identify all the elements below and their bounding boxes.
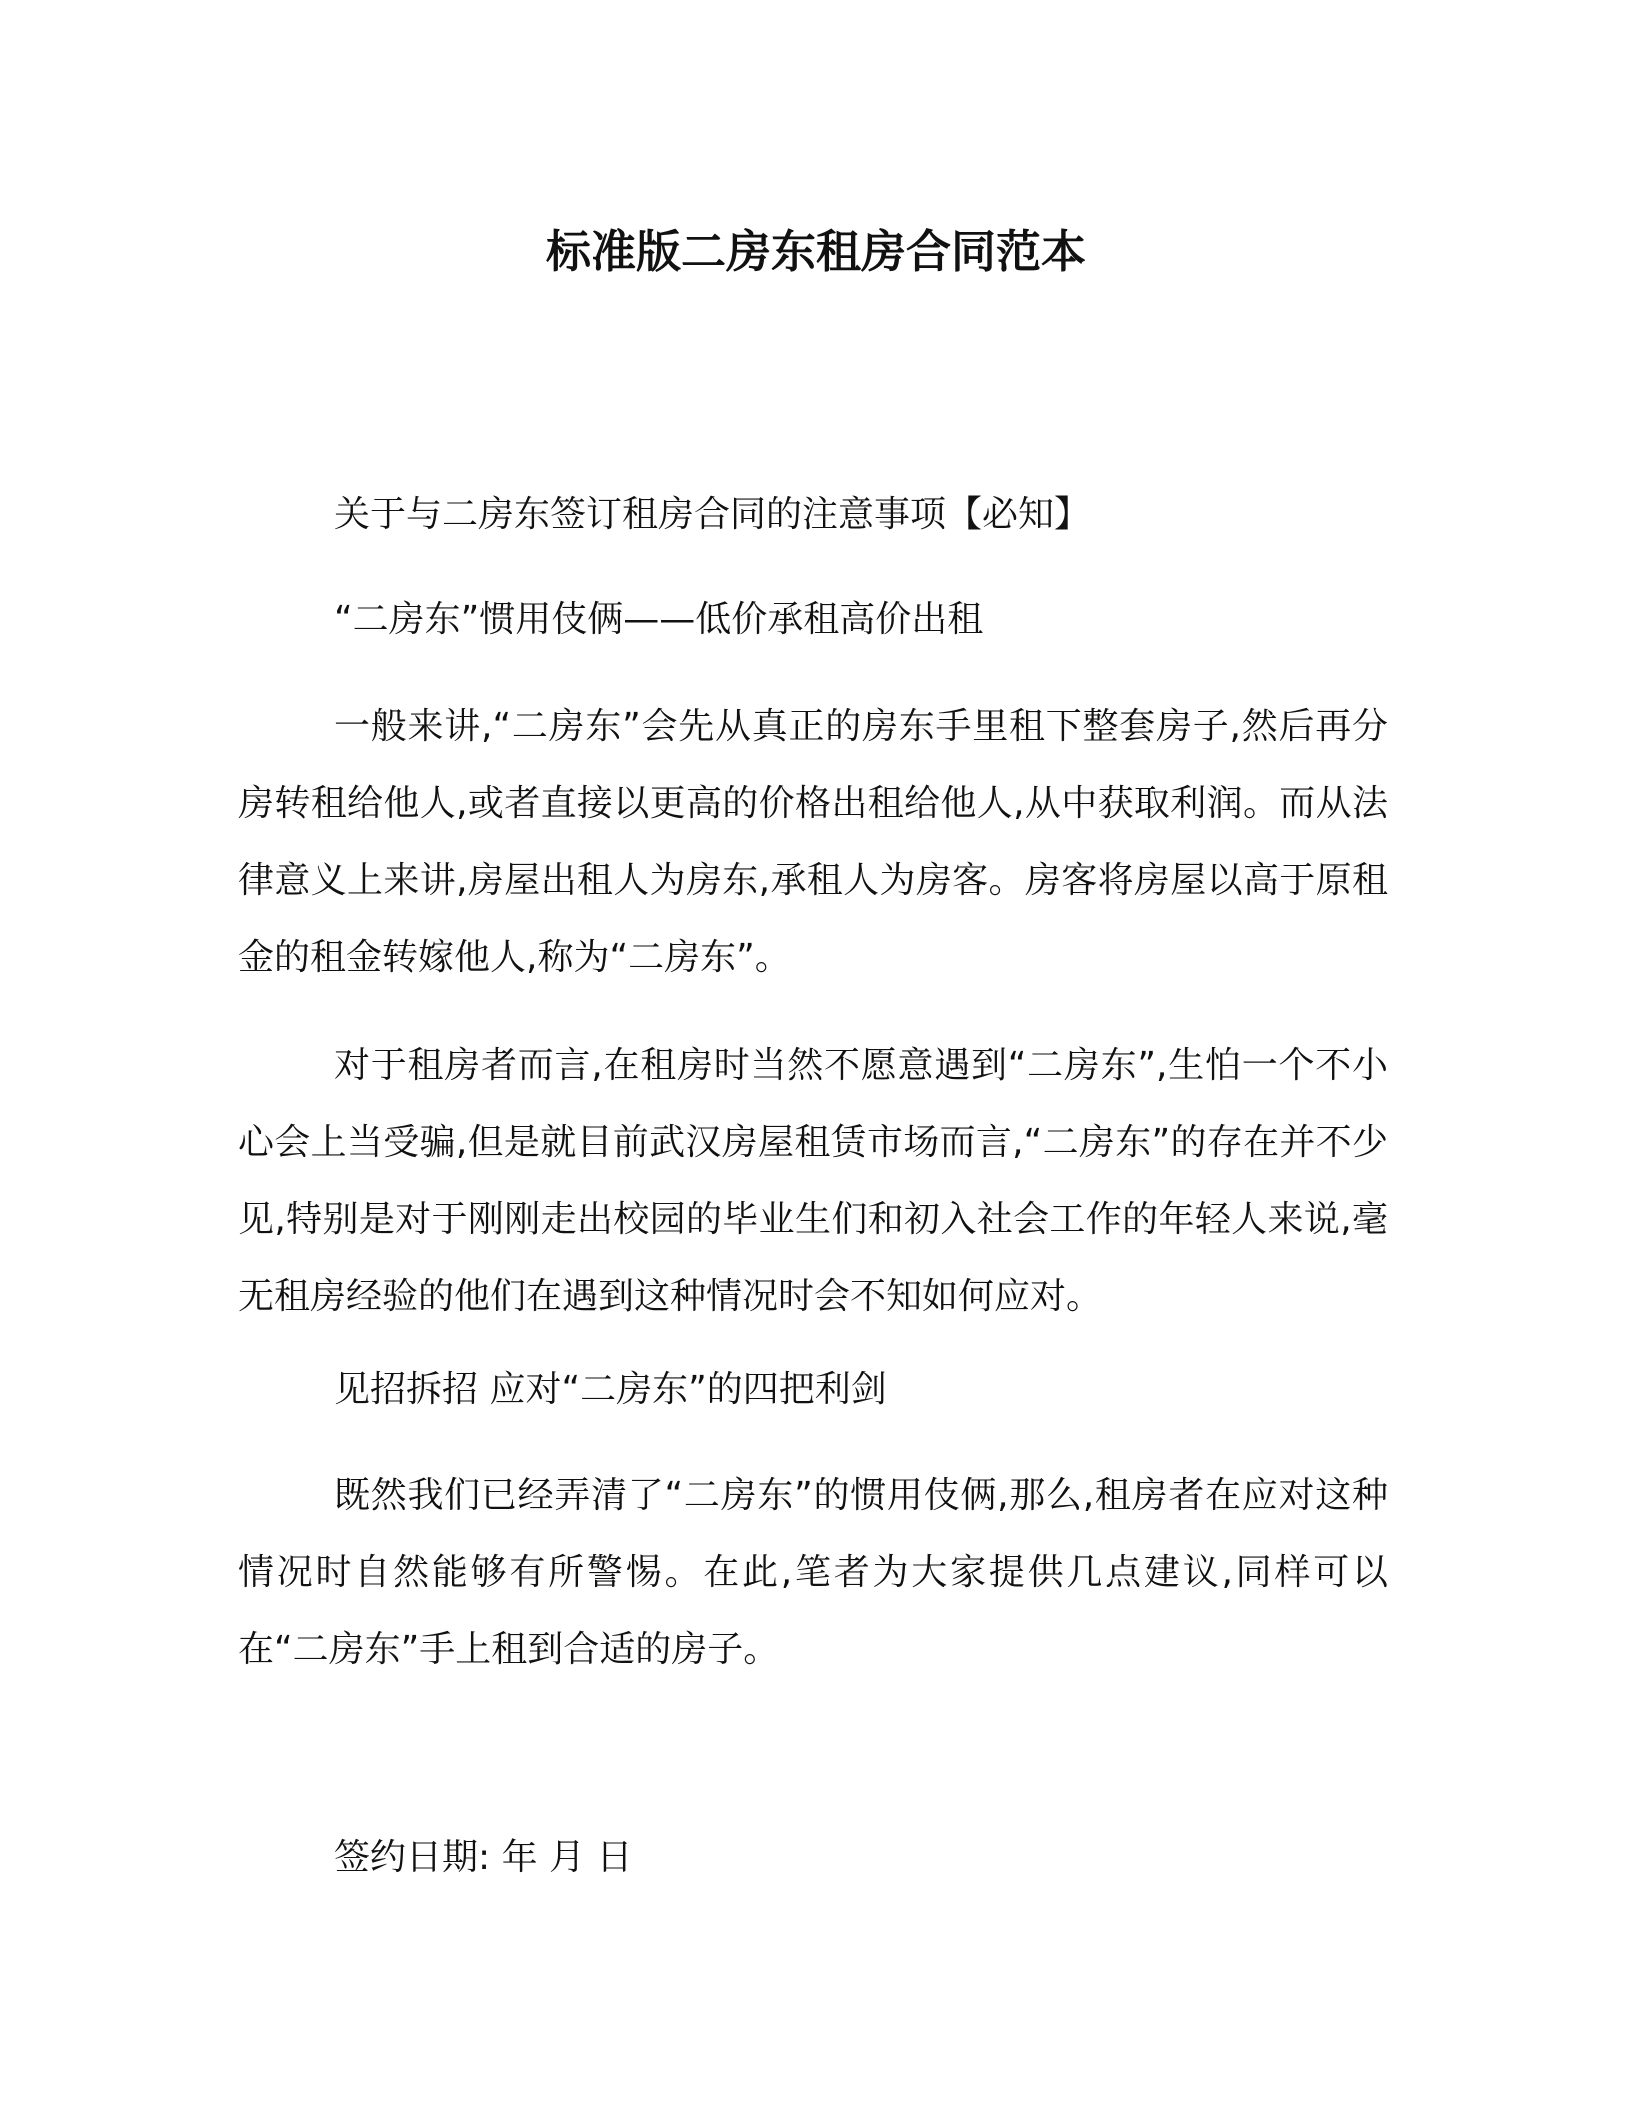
section-heading-tactics: “二房东”惯用伎俩——低价承租高价出租 xyxy=(334,599,984,640)
paragraph-definition: 一般来讲,“二房东”会先从真正的房东手里租下整套房子,然后再分房转租给他人,或者直接以更高的价格出租给他人,从中获取利润。而从法律意义上来讲,房屋出租人为房东,承租人为房客。房客将房屋以高于原租金的租金转嫁他人,称为“二房东”。 xyxy=(238,706,1388,978)
paragraph-advice: 既然我们已经弄清了“二房东”的惯用伎俩,那么,租房者在应对这种情况时自然能够有所警惕。在此,笔者为大家提供几点建议,同样可以在“二房东”手上租到合适的房子。 xyxy=(238,1475,1388,1670)
paragraph-renter-concern: 对于租房者而言,在租房时当然不愿意遇到“二房东”,生怕一个不小心会上当受骗,但是就目前武汉房屋租赁市场而言,“二房东”的存在并不少见,特别是对于刚刚走出校园的毕业生们和初入社会工作的年轻人来说,毫无租房经验的他们在遇到这种情况时会不知如何应对。 xyxy=(238,1045,1388,1317)
section-heading-notice: 关于与二房东签订租房合同的注意事项【必知】 xyxy=(334,494,1091,535)
document-title: 标准版二房东租房合同范本 xyxy=(545,225,1086,278)
signing-date: 签约日期: 年 月 日 xyxy=(334,1837,633,1878)
section-heading-countermeasures: 见招拆招 应对“二房东”的四把利剑 xyxy=(334,1369,887,1410)
